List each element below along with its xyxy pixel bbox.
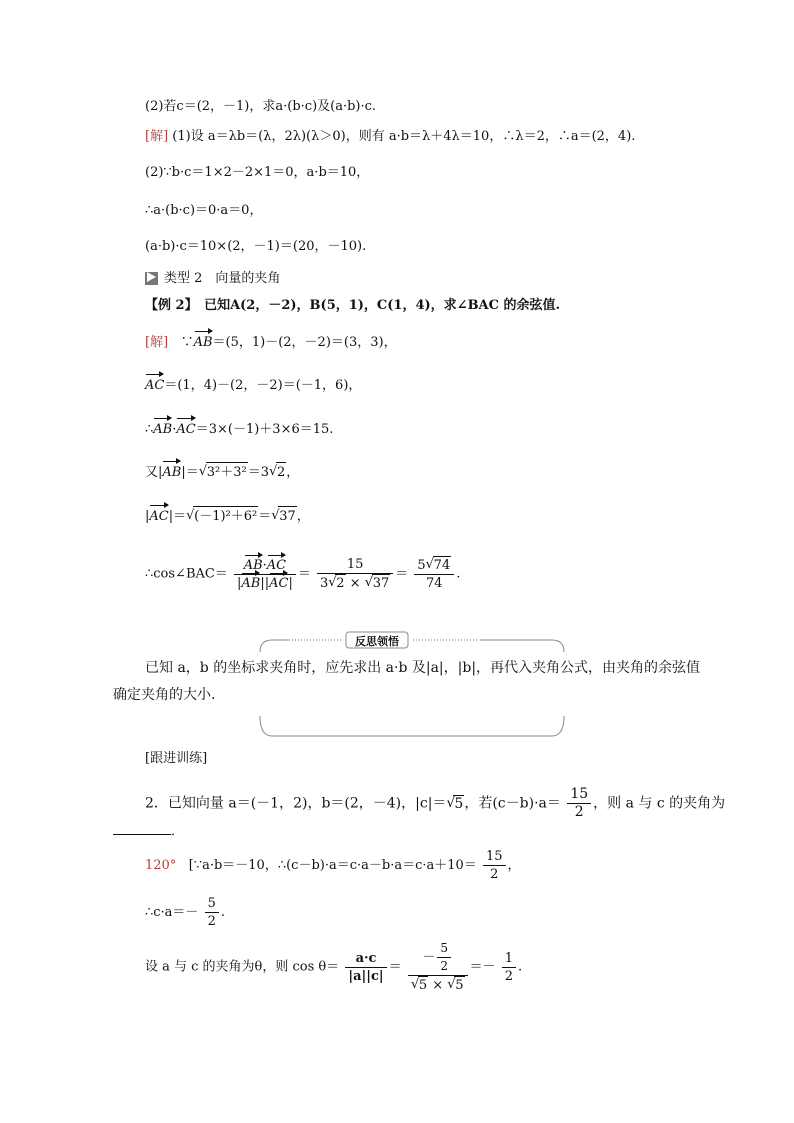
answer-line: 120° [∵a·b＝－10，∴(c－b)·a＝c·a－b·a＝c·a＋10＝ $\frac{15}{2}$ ， <box>145 849 521 882</box>
norm-ab-line: 又|AB|＝√ 3²＋3²＝3√ 2， <box>145 462 299 483</box>
cos-fraction-2: $\frac{15}{3√ 2 \times √ 37}$ <box>317 556 393 592</box>
cos-num-2: 15 <box>317 556 393 574</box>
type-heading <box>145 269 280 289</box>
dot-equation: ＝3×(－1)＋3×6＝15. <box>195 422 334 437</box>
practice-question <box>145 786 725 821</box>
cos-fraction-3: $\frac{5√ 74}{74}$ <box>414 556 454 592</box>
answer-value: 120° <box>145 858 177 873</box>
vector-ab: AB <box>194 333 213 353</box>
final-result-sign: ＝－ <box>469 959 496 975</box>
ca-line: ∴c·a＝－ $\frac{5}{2}$ . <box>145 896 225 929</box>
vector-ab-line <box>145 333 397 353</box>
example-2: 【例 2】 已知A(2，－2)，B(5，1)，C(1，4)，求∠BAC 的余弦值. <box>145 298 561 313</box>
solution-line-2: (2)∵b·c＝1×2－2×1＝0，a·b＝10， <box>145 165 370 180</box>
type-title: 类型 2 向量的夹角 <box>164 271 281 286</box>
solution-line-4: (a·b)·c＝10×(2，－1)＝(20，－10). <box>145 239 367 254</box>
solution-line-1 <box>145 127 635 147</box>
vector-ab-3: AB <box>162 463 181 483</box>
ac-equation: ＝(1，4)－(2，－2)＝(－1，6)， <box>164 378 362 393</box>
answer-blank: ． <box>113 820 184 839</box>
sqrt-5: √ 5 <box>446 795 464 812</box>
sqrt-ab-radicand: 3²＋3² <box>206 462 248 483</box>
ab-equation: ＝(5，1)－(2，－2)＝(3，3)， <box>212 335 397 350</box>
vector-ac-2: AC <box>176 420 195 440</box>
cos-line: ∴cos∠BAC＝ $\frac{AB\cdot AC}{|AB||AC|}$ ＝ $\frac{15}{3√ 2 \times √ 37}$ ＝ $\frac{5√ 74}{74}$ . <box>145 556 460 592</box>
reflection-frame <box>258 630 568 742</box>
p2-part-1: 2．已知向量 a＝(－1，2)，b＝(2，－4)，|c|＝ <box>145 795 447 812</box>
answer-fraction: $\frac{15}{2}$ <box>483 848 506 883</box>
ca-prefix: ∴c·a＝－ <box>145 905 199 920</box>
solution-tag: [解] <box>145 129 169 144</box>
norm-ac-line: |AC|＝√ (－1)²＋6²＝√ 37， <box>145 506 310 527</box>
norm-ab-result: ＝3 <box>247 465 270 480</box>
dot-prefix: ∴ <box>145 422 154 437</box>
solution-line-3: ∴a·(b·c)＝0·a＝0， <box>145 203 263 218</box>
norm-ab-prefix: 又 <box>145 465 159 480</box>
sqrt-ab <box>199 462 248 483</box>
solution-text-1: (1)设 a＝λb＝(λ，2λ)(λ＞0)，则有 a·b＝λ＋4λ＝10，∴λ＝2，∴a＝(2，4). <box>172 129 636 144</box>
eq-sign: ＝ <box>185 465 199 480</box>
cos-fraction-1: $\frac{AB\cdot AC}{|AB||AC|}$ <box>234 557 296 592</box>
ab-prefix: ∵ <box>180 335 194 350</box>
cos-prefix: ∴cos∠BAC＝ <box>145 566 228 582</box>
vector-ab-2: AB <box>153 420 172 440</box>
reflection-text-1: 已知 a，b 的坐标求夹角时，应先求出 a·b 及|a|，|b|，再代入夹角公式，由夹角的余弦值 <box>145 660 701 676</box>
p2-part-2: ，若(c－b)·a＝ <box>464 795 561 812</box>
final-result: $\frac{1}{2}$ <box>502 950 516 985</box>
ca-fraction: $\frac{5}{2}$ <box>205 895 219 930</box>
answer-text: [∵a·b＝－10，∴(c－b)·a＝c·a－b·a＝c·a＋10＝ <box>188 858 477 873</box>
final-fraction-2: － $\frac{5}{2}$ √ 5 × √ 5 <box>408 940 468 994</box>
final-line: 设 a 与 c 的夹角为θ，则 cos θ＝ $\frac{a\cdot c}{|a||c|}$ ＝ － $\frac{5}{2}$ √ 5 × √ 5 ＝－ $\frac{1}{2}$ . <box>145 940 522 994</box>
solution-tag-2: [解] <box>145 335 169 350</box>
sqrt-37 <box>271 506 297 527</box>
dot-product-line: ∴AB·AC＝3×(－1)＋3×6＝15. <box>145 420 333 440</box>
reflection-title: 反思领悟 <box>355 635 399 648</box>
question-part-2: (2)若c＝(2，－1)，求a·(b·c)及(a·b)·c. <box>145 99 377 114</box>
vector-ac-3: AC <box>149 507 168 527</box>
sqrt-ac <box>186 506 258 527</box>
play-triangle-icon <box>145 272 158 285</box>
practice-heading: [跟进训练] <box>145 751 208 766</box>
sqrt-ac-radicand: (－1)²＋6² <box>193 506 258 527</box>
sqrt-2-radicand: 2 <box>276 462 286 483</box>
sqrt-2 <box>269 462 286 483</box>
vector-ac: AC <box>145 376 164 396</box>
final-fraction-1: $\frac{a\cdot c}{|a||c|}$ <box>345 950 386 985</box>
final-prefix: 设 a 与 c 的夹角为θ，则 cos θ＝ <box>145 959 340 975</box>
p2-part-3: ，则 a 与 c 的夹角为 <box>593 795 726 812</box>
sqrt-37-radicand: 37 <box>278 506 297 527</box>
reflection-text-2: 确定夹角的大小. <box>113 687 216 703</box>
p2-fraction: $\frac{15}{2}$ <box>567 786 591 821</box>
vector-ac-line <box>145 376 361 396</box>
